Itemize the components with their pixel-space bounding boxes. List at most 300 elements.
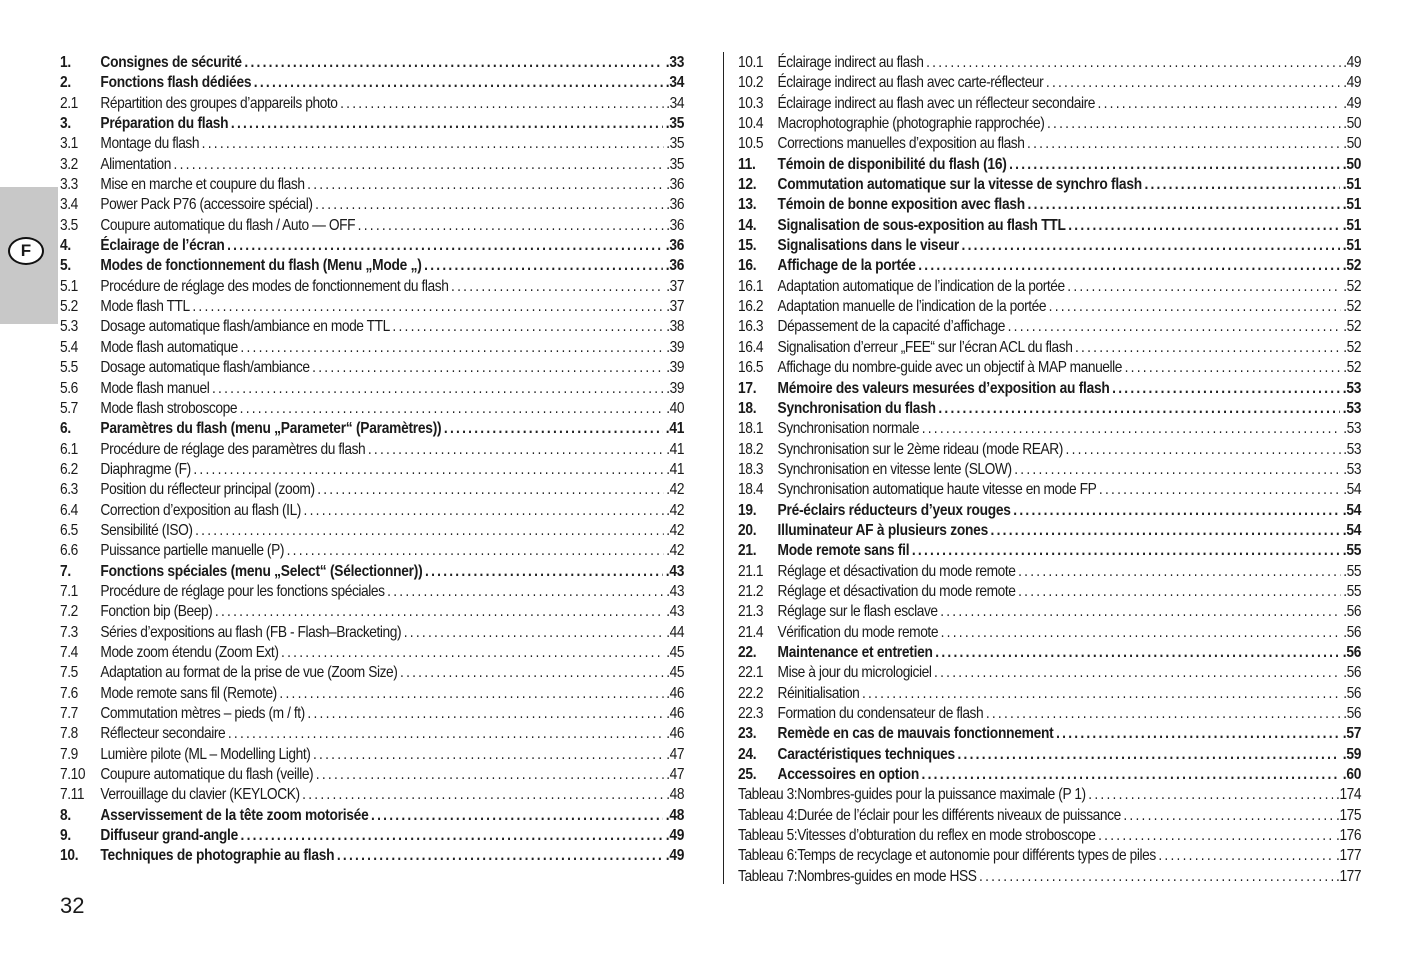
toc-entry-page: .56 [1343,664,1362,682]
toc-leader-dots [317,480,663,500]
toc-leader-dots [912,541,1340,561]
toc-entry-number: 2. [60,74,71,92]
toc-entry-title: Maintenance et entretien [777,643,933,661]
toc-entry[interactable] [738,297,1361,317]
toc-entry-title: Formation du condensateur de flash [777,705,984,722]
toc-entry-title: Signalisation de sous-exposition au flash TTL [777,216,1066,234]
toc-leader-dots [941,623,1341,643]
toc-entry-title: Tableau 3:Nombres-guides pour la puissance maximale (P 1) [738,786,1086,804]
toc-entry-title: Synchronisation en vitesse lente (SLOW) [777,460,1012,478]
toc-entry-page: .46 [666,684,685,702]
toc-entry[interactable] [60,643,684,663]
toc-entry-number: 2.1 [60,94,78,112]
toc-leader-dots [368,440,664,460]
toc-leader-dots [424,256,663,276]
toc-entry[interactable] [60,338,684,358]
toc-entry[interactable] [60,663,684,683]
toc-entry[interactable] [60,277,684,297]
toc-leader-dots [315,195,664,215]
toc-entry-number: 22.3 [738,705,764,722]
language-badge: F [8,237,44,265]
toc-leader-dots [304,501,664,521]
toc-entry-page: .39 [666,379,685,397]
toc-entry-page: .54 [1343,481,1362,499]
toc-entry-title: Répartition des groupes d’appareils photo [100,94,338,112]
toc-entry-page: .54 [1342,501,1362,519]
toc-entry[interactable] [738,704,1361,724]
toc-entry-title: Éclairage indirect au flash avec un réflecteur secondaire [777,94,1095,112]
toc-entry-number: 3.4 [60,196,78,214]
toc-leader-dots [1068,216,1340,236]
toc-entry-title: Diffuseur grand-angle [100,827,238,845]
toc-right-column [738,53,1361,887]
toc-entry[interactable] [60,582,684,602]
toc-entry-page: .33 [665,54,685,71]
toc-leader-dots [1099,480,1341,500]
toc-entry-page: .52 [1343,359,1362,377]
toc-entry-page: .55 [1343,562,1362,580]
toc-leader-dots [358,216,664,236]
toc-entry-number: 3.3 [60,176,78,194]
toc-entry-number: 25. [738,766,757,784]
toc-leader-dots [337,846,663,866]
toc-entry-title: Tableau 4:Durée de l’éclair pour les différents niveaux de puissance [738,806,1121,824]
toc-entry[interactable] [60,562,684,582]
toc-entry-number: 18.3 [738,460,764,478]
toc-entry-page: .49 [1343,94,1362,112]
toc-entry[interactable] [60,602,684,622]
toc-entry-number: 11. [738,155,756,173]
toc-leader-dots [174,155,664,175]
toc-entry-page: .56 [1343,684,1362,702]
toc-entry-page: .45 [666,643,685,661]
toc-entry-title: Tableau 5:Vitesses d’obturation du reflex en mode stroboscope [738,827,1096,845]
toc-entry-page: .50 [1342,155,1362,173]
toc-entry-page: .36 [666,176,685,194]
toc-entry-page: .52 [1343,318,1362,336]
toc-entry-page: .49 [1343,74,1362,92]
toc-entry-number: 22.1 [738,664,764,682]
toc-entry-number: 10.4 [738,115,764,133]
toc-entry-number: 7.6 [60,684,78,702]
toc-entry-page: .35 [666,135,685,153]
toc-entry-number: 14. [738,216,757,234]
toc-leader-dots [938,399,1340,419]
toc-entry[interactable] [738,53,1361,73]
toc-entry[interactable] [60,399,684,419]
toc-entry-title: Signalisations dans le viseur [777,237,959,255]
toc-entry[interactable] [60,195,684,215]
toc-entry-page: .52 [1343,298,1362,316]
toc-entry-number: 21.1 [738,562,764,580]
toc-entry[interactable] [60,785,684,805]
toc-entry-title: Éclairage de l’écran [100,237,225,255]
toc-entry-title: Corrections manuelles d’exposition au flash [777,135,1025,153]
toc-entry[interactable] [60,419,684,439]
toc-entry[interactable] [60,623,684,643]
toc-entry-number: 21.4 [738,623,764,641]
toc-entry[interactable] [738,562,1361,582]
toc-entry-number: 5.2 [60,298,78,316]
toc-leader-dots [287,541,664,561]
toc-entry-page: .50 [1343,115,1362,133]
toc-entry-number: 10.3 [738,94,764,112]
toc-entry[interactable] [738,358,1361,378]
toc-entry-title: Adaptation automatique de l’indication de la portée [777,277,1065,295]
toc-entry[interactable] [738,460,1361,480]
toc-leader-dots [281,643,664,663]
toc-leader-dots [195,521,664,541]
toc-entry-title: Dosage automatique flash/ambiance [100,359,310,377]
toc-entry[interactable] [738,521,1361,541]
toc-leader-dots [451,277,664,297]
toc-entry-page: .47 [666,766,685,784]
toc-entry-title: Fonctions spéciales (menu „Select“ (Sélectionner)) [100,562,423,580]
toc-entry[interactable] [60,317,684,337]
toc-leader-dots [862,684,1341,704]
toc-entry-page: .43 [665,562,685,580]
toc-entry-number: 15. [738,237,757,255]
toc-entry-number: 10.1 [738,54,764,71]
toc-entry-page: .47 [666,745,685,763]
toc-leader-dots [979,867,1333,887]
toc-entry[interactable] [60,460,684,480]
toc-entry-title: Dosage automatique flash/ambiance en mode TTL [100,318,390,336]
toc-entry[interactable] [738,806,1361,826]
toc-entry-number: 20. [738,521,757,539]
toc-entry[interactable] [738,155,1361,175]
toc-leader-dots [1008,317,1341,337]
toc-entry-number: 7.7 [60,705,78,722]
toc-entry[interactable] [738,216,1361,236]
toc-entry[interactable] [60,704,684,724]
toc-leader-dots [1047,114,1341,134]
toc-entry[interactable] [60,256,684,276]
toc-entry-title: Remède en cas de mauvais fonctionnement [777,725,1054,743]
toc-leader-dots [1014,460,1340,480]
toc-leader-dots [1098,94,1341,114]
toc-entry[interactable] [738,684,1361,704]
toc-entry[interactable] [60,216,684,236]
toc-entry-page: .45 [666,664,685,682]
toc-entry-title: Accessoires en option [777,766,919,784]
toc-entry-number: 6.3 [60,481,78,499]
toc-leader-dots [307,704,663,724]
toc-entry-number: 7.2 [60,603,78,621]
toc-leader-dots [1144,175,1340,195]
toc-entry-page: .52 [1343,277,1362,295]
toc-leader-dots [313,745,664,765]
toc-entry[interactable] [738,480,1361,500]
toc-leader-dots [1075,338,1341,358]
toc-entry-title: Synchronisation sur le 2ème rideau (mode REAR) [777,440,1063,458]
toc-entry[interactable] [738,440,1361,460]
toc-entry-title: Éclairage indirect au flash avec carte-réflecteur [777,74,1044,92]
toc-entry[interactable] [60,297,684,317]
toc-entry-title: Macrophotographie (photographie rapprochée) [777,115,1045,133]
toc-entry-number: 18.4 [738,481,764,499]
toc-entry-page: .42 [666,481,685,499]
toc-entry-page: .52 [1342,257,1362,275]
toc-entry-title: Réglage et désactivation du mode remote [777,562,1016,580]
toc-leader-dots [231,114,663,134]
toc-entry[interactable] [738,94,1361,114]
toc-entry-number: 6.5 [60,521,78,539]
toc-entry-page: .60 [1342,766,1362,784]
toc-entry[interactable] [738,826,1361,846]
toc-entry-title: Fonction bip (Beep) [100,603,213,621]
toc-entry-page: .41 [666,460,685,478]
toc-entry[interactable] [738,175,1361,195]
toc-leader-dots [1046,73,1341,93]
toc-leader-dots [340,94,664,114]
toc-entry[interactable] [738,236,1361,256]
toc-entry-title: Adaptation au format de la prise de vue (Zoom Size) [100,664,398,682]
toc-entry-page: .56 [1343,705,1362,722]
toc-entry-number: 22. [738,643,757,661]
toc-entry-title: Mode remote sans fil [777,542,910,560]
toc-entry[interactable] [60,379,684,399]
toc-entry-page: .56 [1342,643,1362,661]
toc-entry[interactable] [60,724,684,744]
toc-leader-dots [962,236,1341,256]
toc-entry-page: .44 [666,623,685,641]
toc-leader-dots [935,643,1340,663]
toc-leader-dots [312,358,664,378]
toc-leader-dots [240,338,663,358]
toc-entry[interactable] [738,663,1361,683]
toc-entry[interactable] [60,440,684,460]
toc-entry-number: 21.3 [738,603,764,621]
toc-entry[interactable] [60,114,684,134]
toc-entry[interactable] [738,338,1361,358]
toc-left-column [60,53,684,867]
toc-entry-number: 5.1 [60,277,78,295]
toc-entry-page: .56 [1343,623,1362,641]
toc-entry[interactable] [738,256,1361,276]
toc-entry-number: 7.5 [60,664,78,682]
toc-entry-page: .41 [665,420,685,438]
toc-leader-dots [387,582,664,602]
toc-entry[interactable] [60,745,684,765]
toc-entry-number: 21. [738,542,757,560]
toc-leader-dots [934,663,1341,683]
toc-leader-dots [922,419,1341,439]
toc-entry-title: Consignes de sécurité [100,54,242,71]
toc-entry-page: .49 [1343,54,1362,71]
toc-leader-dots [1125,358,1341,378]
toc-entry-page: .39 [666,338,685,356]
toc-leader-dots [254,73,663,93]
toc-entry[interactable] [60,53,684,73]
toc-entry-title: Commutation automatique sur la vitesse de synchro flash [777,176,1142,194]
toc-entry-number: 5.7 [60,399,78,417]
toc-entry-page: .53 [1343,440,1362,458]
toc-entry-page: .42 [666,501,685,519]
toc-entry-title: Mode zoom étendu (Zoom Ext) [100,643,279,661]
toc-entry-page: .177 [1336,867,1362,885]
toc-entry[interactable] [738,602,1361,622]
toc-entry-number: 6.2 [60,460,78,478]
toc-entry[interactable] [738,73,1361,93]
toc-entry-number: 16.1 [738,277,764,295]
toc-entry-page: .57 [1342,725,1362,743]
toc-entry[interactable] [738,277,1361,297]
toc-entry-number: 7. [60,562,71,580]
toc-entry-number: 6. [60,420,71,438]
toc-entry-page: .34 [665,74,685,92]
toc-entry-title: Réflecteur secondaire [100,725,226,743]
toc-entry-title: Préparation du flash [100,115,229,133]
toc-leader-dots [1056,724,1340,744]
toc-entry-number: 6.4 [60,501,78,519]
toc-entry-page: .36 [665,257,685,275]
toc-entry[interactable] [738,114,1361,134]
toc-leader-dots [227,236,663,256]
toc-entry-page: .53 [1342,399,1362,417]
toc-entry-title: Coupure automatique du flash / Auto — OFF [100,216,356,234]
toc-entry-title: Réinitialisation [777,684,860,702]
toc-leader-dots [202,134,664,154]
toc-entry[interactable] [738,785,1361,805]
toc-leader-dots [922,765,1341,785]
toc-entry-page: .177 [1336,847,1362,865]
toc-entry-page: .175 [1336,806,1362,824]
toc-entry[interactable] [738,317,1361,337]
toc-entry[interactable] [738,195,1361,215]
toc-entry-number: 16. [738,257,757,275]
page-number: 32 [60,893,85,918]
toc-entry[interactable] [60,480,684,500]
toc-entry[interactable] [60,73,684,93]
toc-entry-title: Montage du flash [100,135,200,153]
toc-entry[interactable] [60,541,684,561]
toc-entry[interactable] [738,623,1361,643]
toc-entry-page: .37 [666,298,685,316]
toc-entry-page: .36 [666,196,685,214]
toc-entry[interactable] [738,379,1361,399]
toc-entry-page: .38 [666,318,685,336]
toc-entry[interactable] [738,541,1361,561]
toc-entry-title: Dépassement de la capacité d’affichage [777,318,1005,336]
toc-entry-page: .48 [665,806,685,824]
toc-entry-title: Lumière pilote (ML – Modelling Light) [100,745,311,763]
toc-entry[interactable] [60,501,684,521]
toc-entry-page: .35 [666,155,685,173]
toc-entry[interactable] [60,684,684,704]
toc-entry-title: Fonctions flash dédiées [100,74,252,92]
toc-entry-page: .42 [666,542,685,560]
toc-entry[interactable] [738,582,1361,602]
toc-entry-title: Séries d’expositions au flash (FB - Flash–Bracketing) [100,623,402,641]
toc-entry-page: .55 [1342,542,1362,560]
toc-entry-number: 23. [738,725,757,743]
toc-entry-number: 7.9 [60,745,78,763]
toc-entry-title: Procédure de réglage des modes de fonctionnement du flash [100,277,449,295]
toc-entry-title: Procédure de réglage pour les fonctions spéciales [100,582,385,600]
toc-entry[interactable] [738,134,1361,154]
toc-entry-page: .42 [666,521,685,539]
toc-entry[interactable] [60,765,684,785]
toc-entry-title: Synchronisation normale [777,420,920,438]
toc-entry-title: Techniques de photographie au flash [100,847,335,865]
toc-entry[interactable] [60,94,684,114]
toc-entry-title: Power Pack P76 (accessoire spécial) [100,196,313,214]
toc-entry[interactable] [738,643,1361,663]
toc-entry[interactable] [738,765,1361,785]
toc-entry-number: 7.4 [60,643,78,661]
toc-leader-dots [400,663,664,683]
toc-entry-number: 9. [60,827,71,845]
toc-entry[interactable] [60,806,684,826]
toc-entry[interactable] [738,745,1361,765]
toc-entry-page: .40 [666,399,685,417]
toc-entry-page: .48 [666,786,685,804]
toc-entry[interactable] [738,399,1361,419]
toc-entry-page: .46 [666,725,685,743]
toc-entry[interactable] [60,175,684,195]
toc-entry-page: .53 [1342,379,1362,397]
toc-entry[interactable] [60,826,684,846]
toc-entry[interactable] [60,134,684,154]
toc-entry[interactable] [738,846,1361,866]
toc-leader-dots [918,256,1340,276]
toc-leader-dots [192,297,663,317]
toc-entry[interactable] [738,867,1361,887]
toc-entry-page: .174 [1336,786,1362,804]
toc-entry[interactable] [60,846,684,866]
toc-entry-page: .51 [1342,237,1362,255]
toc-entry-title: Tableau 7:Nombres-guides en mode HSS [738,867,977,885]
toc-entry[interactable] [738,724,1361,744]
toc-entry-title: Réglage et désactivation du mode remote [777,582,1016,600]
toc-entry[interactable] [60,236,684,256]
toc-entry[interactable] [738,419,1361,439]
toc-entry-number: 22.2 [738,684,764,702]
toc-entry[interactable] [60,358,684,378]
toc-entry-number: 6.1 [60,440,78,458]
toc-entry[interactable] [738,501,1361,521]
toc-entry-title: Asservissement de la tête zoom motorisée [100,806,369,824]
toc-entry-title: Mémoire des valeurs mesurées d’exposition au flash [777,379,1110,397]
toc-leader-dots [241,826,664,846]
toc-entry-title: Mise à jour du micrologiciel [777,664,932,682]
toc-leader-dots [240,399,664,419]
toc-leader-dots [302,785,663,805]
toc-entry-number: 5.5 [60,359,78,377]
toc-entry-title: Mode flash stroboscope [100,399,238,417]
toc-entry[interactable] [60,521,684,541]
toc-leader-dots [215,602,664,622]
toc-entry-number: 24. [738,745,757,763]
toc-entry-number: 7.10 [60,766,86,784]
toc-leader-dots [404,623,664,643]
toc-entry-page: .55 [1343,582,1362,600]
toc-leader-dots [1123,806,1333,826]
toc-entry-page: .51 [1342,216,1362,234]
toc-entry-number: 19. [738,501,757,519]
toc-entry-number: 3.1 [60,135,78,153]
toc-leader-dots [1098,826,1333,846]
toc-entry-number: 16.4 [738,338,764,356]
toc-entry-page: .52 [1343,338,1362,356]
toc-leader-dots [1009,155,1340,175]
toc-entry-title: Mode remote sans fil (Remote) [100,684,277,702]
toc-entry-page: .46 [666,705,685,722]
toc-entry-title: Mode flash manuel [100,379,210,397]
toc-entry[interactable] [60,155,684,175]
toc-leader-dots [279,684,663,704]
